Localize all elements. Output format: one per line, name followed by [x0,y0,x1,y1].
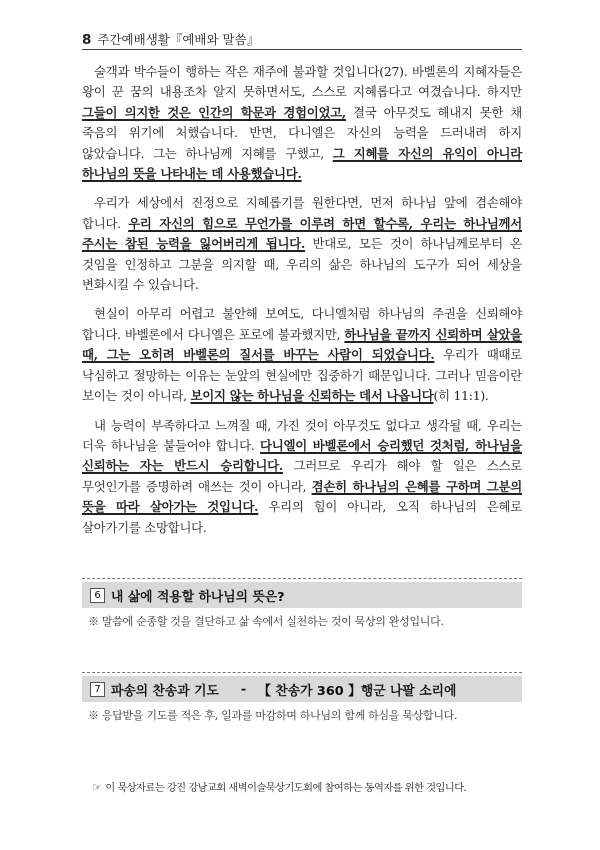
emphasized-text: 우리 자신의 힘으로 무언가를 이루려 하면 할수록, 우리는 하나님께서 주시는 참된 능력을 잃어버리게 됩니다. [82,215,522,252]
paragraph [82,193,522,295]
section-note: ※ 응답받을 기도를 적은 후, 일과를 마감하며 하나님의 함께 하심을 묵상합니다. [88,709,458,722]
body-text: (히 11:1). [433,388,489,404]
sermon-body [82,62,522,547]
paragraph [82,62,522,184]
section-dash: - [240,681,247,697]
section-hymn-prayer [82,672,522,723]
section-heading [82,582,522,608]
emphasized-text: 하나님을 끝까지 신뢰하며 살았을 때, 그는 오히려 바벨론의 질서를 바꾸는 사람이 되었습니다. [82,326,522,363]
section-number-badge: 6 [90,588,105,603]
section-divider [82,578,522,579]
page-header [82,30,522,48]
emphasized-text: 그 지혜를 자신의 유익이 아니라 하나님의 뜻을 나타내는 데 사용했습니다. [82,145,522,182]
pointing-hand-icon: ☞ [92,781,102,794]
emphasized-text: 겸손히 하나님의 은혜를 구하며 그분의 뜻을 따라 살아가는 것입니다. [82,478,522,515]
section-title: 파송의 찬송과 기도 [111,683,219,699]
section-heading [82,676,522,702]
emphasized-text: 보이지 않는 하나님을 신뢰하는 데서 나옵니다 [190,388,434,404]
body-text: 그러므로 우리가 해야 할 일은 스스로 무엇인가를 증명하려 애쓰는 것이 아니라, [82,458,523,494]
page-header-title: 주간예배생활『예배와 말씀』 [97,32,260,47]
body-text: 우리가 때때로 낙심하고 절망하는 이유는 눈앞의 현실에만 집중하기 때문입니다. 그러나 믿음이란 보이는 것이 아니라, [82,347,522,404]
section-note: ※ 말씀에 순종할 것을 결단하고 삶 속에서 실천하는 것이 묵상의 완성입니다. [88,615,444,628]
header-rule [82,49,522,50]
emphasized-text: 다니엘이 바벨론에서 승리했던 것처럼, 하나님을 신뢰하는 자는 반드시 승리합니다. [82,437,522,474]
paragraph [82,304,522,406]
body-text: 술객과 박수들이 행하는 작은 재주에 불과할 것입니다(27). 바벨론의 지혜자들은 왕이 꾼 꿈의 내용조차 알지 못하면서도, 스스로 지혜롭다고 여겼습니다. 하지만 [82,64,522,100]
section-divider [82,672,522,673]
hymn-reference: 【 찬송가 360 】행군 나팔 소리에 [258,683,457,699]
section-number-badge: 7 [90,682,105,697]
body-text: 반대로, 모든 것이 하나님께로부터 온 것임을 인정하고 그분을 의지할 때, 우리의 삶은 하나님의 도구가 되어 세상을 변화시킬 수 있습니다. [82,236,523,293]
section-apply [82,578,522,629]
page-number: 8 [82,32,92,48]
body-text: 내 능력이 부족하다고 느껴질 때, 가진 것이 아무것도 없다고 생각될 때, 우리는 더욱 하나님을 붙들어야 합니다. [82,417,522,453]
footer-text: 이 묵상자료는 강진 강남교회 새벽이슬묵상기도회에 참여하는 동역자를 위한 것입니다. [105,783,467,794]
section-title: 내 삶에 적용할 하나님의 뜻은? [111,589,285,605]
emphasized-text: 그들이 의지한 것은 인간의 학문과 경험이었고, [82,104,346,120]
body-text: 현실이 아무리 어렵고 불안해 보여도, 다니엘처럼 하나님의 주권을 신뢰해야 합니다. 바벨론에서 다니엘은 포로에 불과했지만, [82,306,522,342]
footer-note [92,779,466,794]
paragraph [82,416,522,538]
body-text: 우리의 힘이 아니라, 오직 하나님의 은혜로 살아가기를 소망합니다. [82,499,522,535]
body-text: 우리가 세상에서 진정으로 지혜롭기를 원한다면, 먼저 하나님 앞에 겸손해야 합니다. [82,195,522,231]
body-text: 결국 아무것도 해내지 못한 채 죽음의 위기에 처했습니다. 반면, 다니엘은 자신의 능력을 드러내려 하지 않았습니다. 그는 하나님께 지혜를 구했고, [82,104,522,161]
